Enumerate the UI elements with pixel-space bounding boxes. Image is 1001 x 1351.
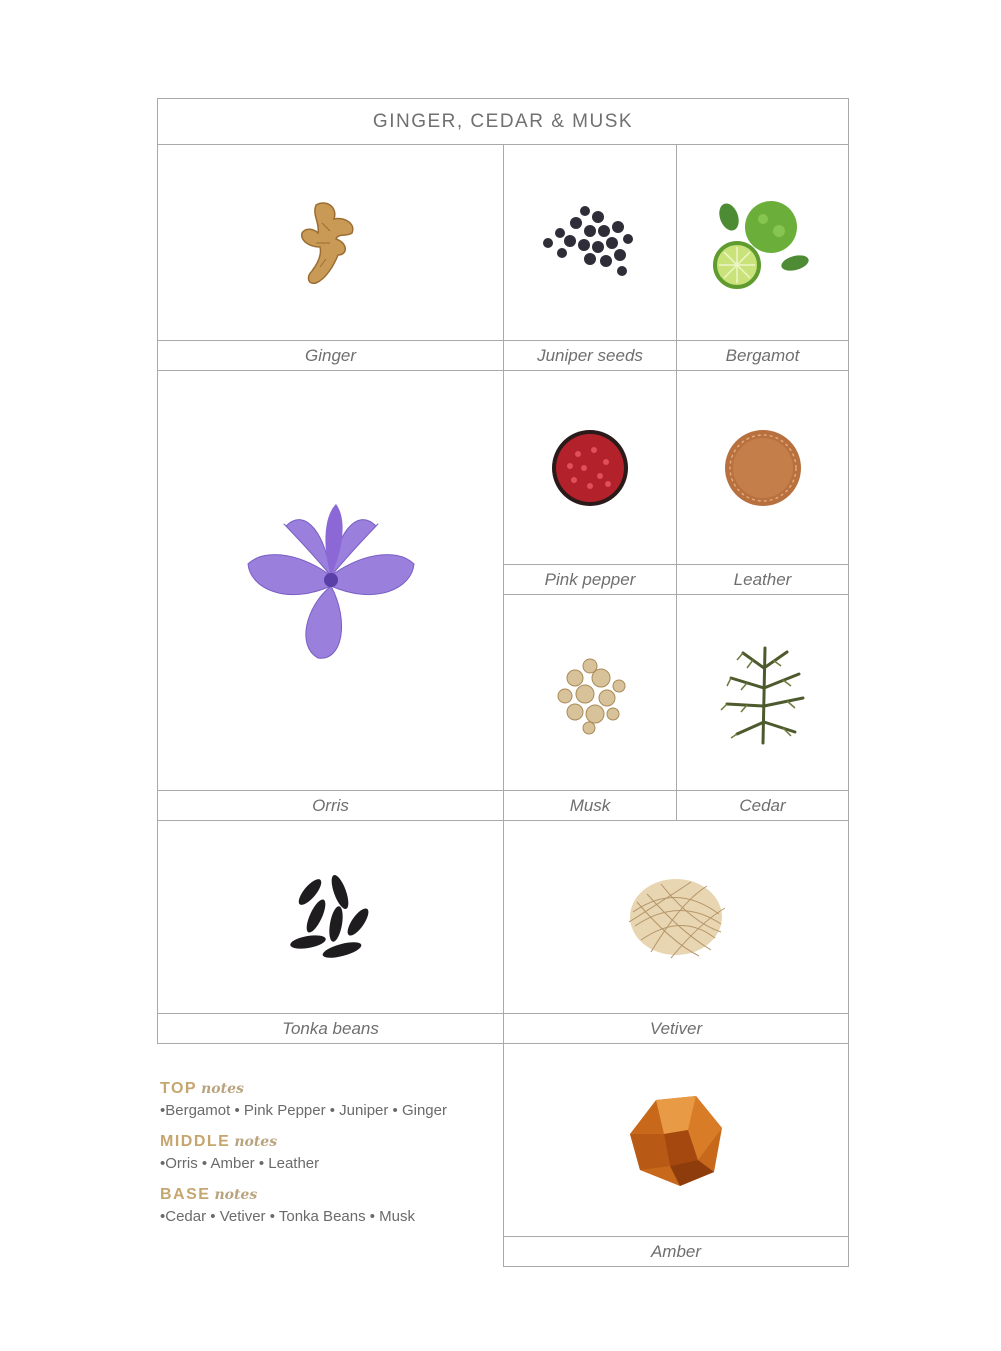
base-notes-suffix: notes bbox=[214, 1187, 258, 1203]
vetiver-icon bbox=[621, 872, 731, 962]
juniper-seeds-label: Juniper seeds bbox=[503, 340, 677, 371]
notes-section bbox=[160, 1080, 490, 1239]
leather-icon bbox=[723, 428, 803, 508]
tonka-beans-label: Tonka beans bbox=[157, 1013, 504, 1044]
middle-notes-group bbox=[160, 1133, 490, 1172]
ginger-label: Ginger bbox=[157, 340, 504, 371]
top-notes-suffix: notes bbox=[201, 1081, 244, 1097]
orris-image-cell bbox=[157, 370, 504, 791]
musk-image-cell bbox=[503, 594, 677, 791]
amber-icon bbox=[626, 1090, 726, 1190]
ginger-icon bbox=[286, 193, 376, 293]
cedar-label: Cedar bbox=[676, 790, 849, 821]
ginger-image-cell bbox=[157, 144, 504, 341]
juniper-image-cell bbox=[503, 144, 677, 341]
orris-flower-icon bbox=[246, 496, 416, 666]
top-notes-group bbox=[160, 1080, 490, 1119]
base-notes-heading-text: BASE bbox=[160, 1186, 211, 1203]
base-notes-list: •Cedar • Vetiver • Tonka Beans • Musk bbox=[160, 1208, 416, 1225]
juniper-seeds-icon bbox=[540, 203, 640, 283]
orris-label: Orris bbox=[157, 790, 504, 821]
vetiver-image-cell bbox=[503, 820, 849, 1014]
pink-pepper-image-cell bbox=[503, 370, 677, 565]
bergamot-image-cell bbox=[676, 144, 849, 341]
leather-image-cell bbox=[676, 370, 849, 565]
pink-pepper-label: Pink pepper bbox=[503, 564, 677, 595]
middle-notes-heading bbox=[160, 1133, 490, 1151]
base-notes-group bbox=[160, 1186, 490, 1225]
middle-notes-suffix: notes bbox=[234, 1134, 278, 1150]
middle-notes-heading-text: MIDDLE bbox=[160, 1133, 231, 1150]
top-notes-heading-text: TOP bbox=[160, 1080, 198, 1097]
musk-icon bbox=[545, 648, 635, 738]
cedar-image-cell bbox=[676, 594, 849, 791]
pink-pepper-icon bbox=[550, 428, 630, 508]
page-title: GINGER, CEDAR & MUSK bbox=[157, 98, 849, 145]
leather-label: Leather bbox=[676, 564, 849, 595]
bergamot-label: Bergamot bbox=[676, 340, 849, 371]
middle-notes-list: •Orris • Amber • Leather bbox=[160, 1155, 320, 1172]
vetiver-label: Vetiver bbox=[503, 1013, 849, 1044]
top-notes-heading bbox=[160, 1080, 490, 1098]
base-notes-heading bbox=[160, 1186, 490, 1204]
top-notes-list: •Bergamot • Pink Pepper • Juniper • Ginger bbox=[160, 1102, 447, 1119]
musk-label: Musk bbox=[503, 790, 677, 821]
bergamot-icon bbox=[713, 195, 813, 291]
cedar-icon bbox=[713, 638, 813, 748]
tonka-beans-icon bbox=[286, 872, 376, 962]
amber-label: Amber bbox=[503, 1236, 849, 1267]
tonka-image-cell bbox=[157, 820, 504, 1014]
amber-image-cell bbox=[503, 1043, 849, 1237]
